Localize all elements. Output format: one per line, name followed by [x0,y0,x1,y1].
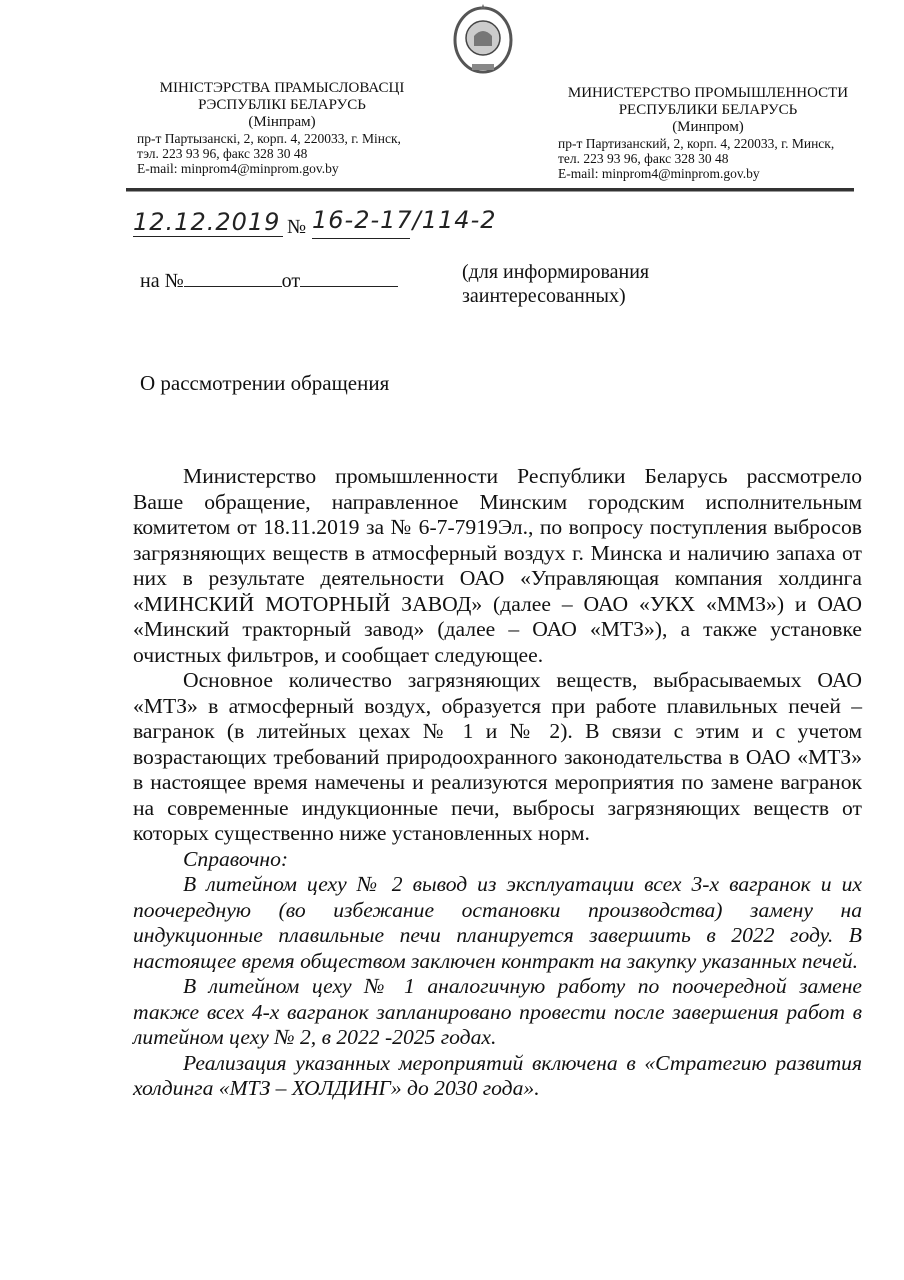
reply-reference [140,270,398,293]
ministry-name-line: РЭСПУБЛІКІ БЕЛАРУСЬ [198,97,366,113]
ministry-email: E-mail: minprom4@minprom.gov.by [558,166,760,181]
reference-paragraph: В литейном цеху № 1 аналогичную работу по поочередной замене также всех 4-х вагранок запланировано провести после завершения работ в литейном цеху № 2, в 2022 -2025 годах. [133,974,862,1049]
ministry-email: E-mail: minprom4@minprom.gov.by [137,161,339,176]
header-divider [126,188,854,192]
number-underline [312,238,410,239]
ministry-phone: тел. 223 93 96, факс 328 30 48 [558,151,729,166]
addressee-line: (для информирования [462,261,650,283]
reply-to-label: на № [140,270,184,292]
ministry-short-name: (Мінпрам) [248,114,316,130]
state-emblem-icon [452,2,514,74]
ministry-short-name: (Минпром) [672,119,744,135]
addressee [462,260,649,308]
addressee-line: заинтересованных) [462,285,626,307]
ministry-name-line: РЕСПУБЛИКИ БЕЛАРУСЬ [618,102,798,118]
letter-subject: О рассмотрении обращения [140,371,390,395]
letter-date: 12.12.2019 [133,208,283,237]
body-paragraph: Министерство промышленности Республики Беларусь рассмотрело Ваше обращение, направленное Минским городским исполнительным комитетом от 18.11.2019 за № 6-7-7919Эл., по вопросу поступления выбросов загрязняющих веществ в атмосферный воздух г. Минска и наличию запаха от них в результате деятельности ОАО «Управляющая компания холдинга «МИНСКИЙ МОТОРНЫЙ ЗАВОД» (далее – ОАО «УКХ «ММЗ») и ОАО «Минский тракторный завод» (далее – ОАО «МТЗ»), а также установке очистных фильтров, и сообщает следующее. [133,464,862,667]
number-label: № [287,216,307,238]
letter-body [133,464,862,1102]
ministry-name-line: МИНИСТЕРСТВО ПРОМЫШЛЕННОСТИ [567,85,849,101]
header-right-russian [558,85,858,181]
reply-number-blank [184,270,282,287]
ministry-name-line: МІНІСТЭРСТВА ПРАМЫСЛОВАСЦІ [159,80,405,96]
ministry-address: пр-т Партизанский, 2, корп. 4, 220033, г. Минск, [558,136,835,151]
body-paragraph: Основное количество загрязняющих веществ, выбрасываемых ОАО «МТЗ» в атмосферный воздух, образуется при работе плавильных печей – вагранок (в литейных цехах № 1 и № 2). В связи с этим и с учетом возрастающих требований природоохранного законодательства в ОАО «МТЗ» в настоящее время намечены и реализуются мероприятия по замене вагранок на современные индукционные печи, выбросы загрязняющих веществ от которых существенно ниже установленных норм. [133,668,862,845]
from-label: от [281,270,301,292]
reply-date-blank [300,270,398,287]
reference-heading: Справочно: [183,846,289,871]
ministry-phone: тэл. 223 93 96, факс 328 30 48 [137,146,308,161]
header-left-belarusian [137,80,427,176]
reference-paragraph: Реализация указанных мероприятий включена в «Стратегию развития холдинга «МТЗ – ХОЛДИНГ» до 2030 года». [133,1050,862,1100]
ministry-address: пр-т Партызанскі, 2, корп. 4, 220033, г. Мінск, [137,131,401,146]
letter-number: 16-2-17/114-2 [312,206,497,234]
reference-paragraph: В литейном цеху № 2 вывод из эксплуатации всех 3-х вагранок и их поочередную (во избежание остановки производства) замену на индукционные плавильные печи планируется завершить в 2022 году. В настоящее время обществом заключен контракт на закупку указанных печей. [133,872,862,973]
